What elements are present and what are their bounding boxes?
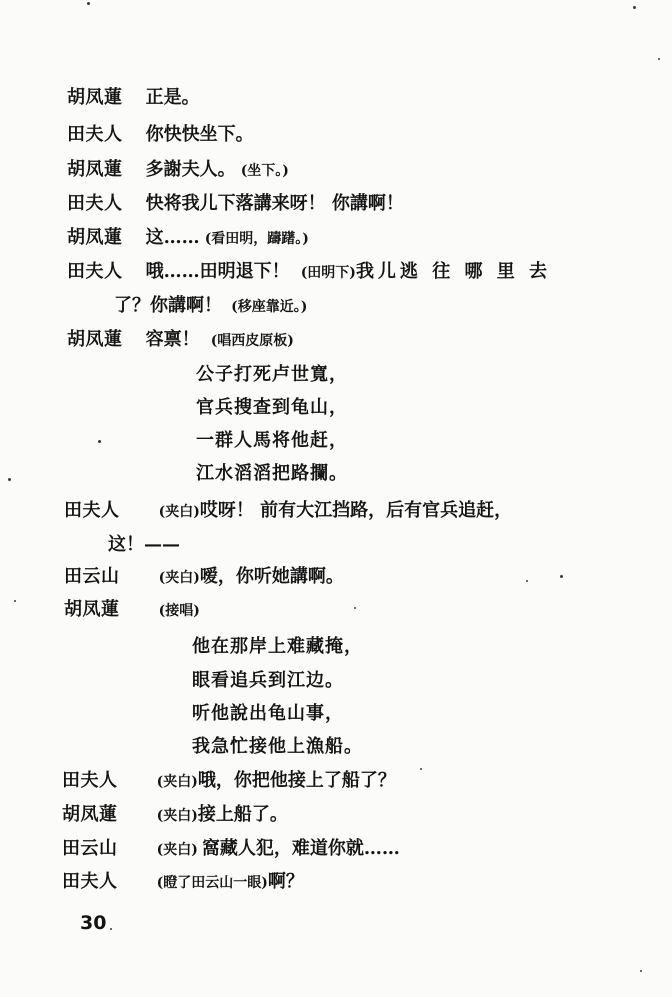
script-line xyxy=(67,161,289,179)
dialogue-text: 容禀！ xyxy=(145,329,200,350)
script-line xyxy=(62,772,396,790)
dialogue-text: 嗳，你听她講啊。 xyxy=(199,566,344,587)
stage-direction: (接唱) xyxy=(158,603,200,619)
speaker-name: 田夫人 xyxy=(67,261,123,282)
script-line xyxy=(62,873,304,891)
scan-speck xyxy=(8,478,11,481)
dialogue-text: 哦……田明退下！ xyxy=(145,261,290,282)
dialogue-text: 多謝夫人。 xyxy=(145,159,236,180)
scan-speck xyxy=(110,928,112,930)
script-line xyxy=(67,195,404,213)
dialogue-text: 哎呀！ 前有大江挡路，后有官兵追赶， xyxy=(199,500,513,521)
verse-line: 他在那岸上难藏掩， xyxy=(192,636,363,657)
page-number: 30 xyxy=(80,912,107,934)
stage-direction: (夹白) xyxy=(156,808,198,824)
script-line-continuation xyxy=(114,297,307,315)
speaker-name: 田夫人 xyxy=(62,770,118,791)
dialogue-text: 我儿逃 往 哪 里 去 xyxy=(355,261,552,282)
verse-line: 江水滔滔把路攔。 xyxy=(196,463,348,484)
speaker-name: 胡凤蓮 xyxy=(62,804,118,825)
stage-direction: (夹白) xyxy=(156,774,198,790)
scan-speck xyxy=(640,970,642,972)
dialogue-text: 这！—— xyxy=(108,534,180,555)
script-line xyxy=(64,568,344,586)
speaker-name: 胡凤蓮 xyxy=(67,227,123,248)
script-line xyxy=(67,229,309,247)
scan-speck xyxy=(14,600,16,602)
stage-direction: (坐下。) xyxy=(240,163,289,179)
verse-line: 官兵搜查到龟山， xyxy=(196,397,348,418)
dialogue-text: 窩藏人犯，难道你就…… xyxy=(201,838,400,859)
stage-direction: (移座靠近。) xyxy=(231,299,308,315)
stage-direction: (瞪了田云山一眼) xyxy=(156,875,268,891)
verse-line: 我急忙接他上漁船。 xyxy=(192,736,363,757)
dialogue-text: 接上船了。 xyxy=(197,804,288,825)
speaker-name: 田云山 xyxy=(64,566,120,587)
dialogue-text: 你快快坐下。 xyxy=(145,124,254,145)
script-line-continuation xyxy=(108,536,180,554)
scan-speck xyxy=(354,607,356,609)
speaker-name: 胡凤蓮 xyxy=(67,159,123,180)
scan-speck xyxy=(420,768,422,770)
stage-direction: (田明下) xyxy=(300,265,356,281)
scan-speck xyxy=(98,440,101,443)
script-line xyxy=(67,331,294,349)
dialogue-text: 哦，你把他接上了船了？ xyxy=(197,770,396,791)
stage-direction: (唱西皮原板) xyxy=(210,333,294,349)
script-line xyxy=(67,89,200,107)
speaker-name: 胡凤蓮 xyxy=(64,599,120,620)
scan-speck xyxy=(526,580,528,582)
stage-direction: (夹白) xyxy=(158,570,200,586)
speaker-name: 田云山 xyxy=(62,838,118,859)
speaker-name: 田夫人 xyxy=(62,871,118,892)
scan-speck xyxy=(87,2,90,5)
speaker-name: 田夫人 xyxy=(64,500,120,521)
speaker-name: 胡凤蓮 xyxy=(67,329,123,350)
scan-speck xyxy=(658,58,660,60)
scan-speck xyxy=(633,6,636,9)
script-line xyxy=(62,840,400,858)
stage-direction: (夹白) xyxy=(158,504,200,520)
script-line xyxy=(67,263,551,281)
dialogue-text: 快将我儿下落講来呀！ 你講啊！ xyxy=(145,193,404,214)
script-line xyxy=(67,126,254,144)
verse-line: 一群人馬将他赶， xyxy=(196,430,348,451)
speaker-name: 田夫人 xyxy=(67,193,123,214)
script-line xyxy=(64,601,200,619)
dialogue-text: 这…… xyxy=(145,227,200,248)
dialogue-text: 正是。 xyxy=(145,87,200,108)
script-line xyxy=(64,502,512,520)
verse-line: 公子打死卢世寬， xyxy=(196,364,348,385)
stage-direction: (看田明，躊躇。) xyxy=(204,231,309,247)
scan-speck xyxy=(560,575,563,578)
dialogue-text: 了？你講啊！ xyxy=(114,295,222,316)
dialogue-text: 啊？ xyxy=(267,871,304,892)
verse-line: 眼看追兵到江边。 xyxy=(192,670,344,691)
script-line xyxy=(62,806,288,824)
verse-line: 听他說出龟山事， xyxy=(192,703,344,724)
speaker-name: 田夫人 xyxy=(67,124,123,145)
speaker-name: 胡凤蓮 xyxy=(67,87,123,108)
stage-direction: (夹白) xyxy=(156,842,198,858)
